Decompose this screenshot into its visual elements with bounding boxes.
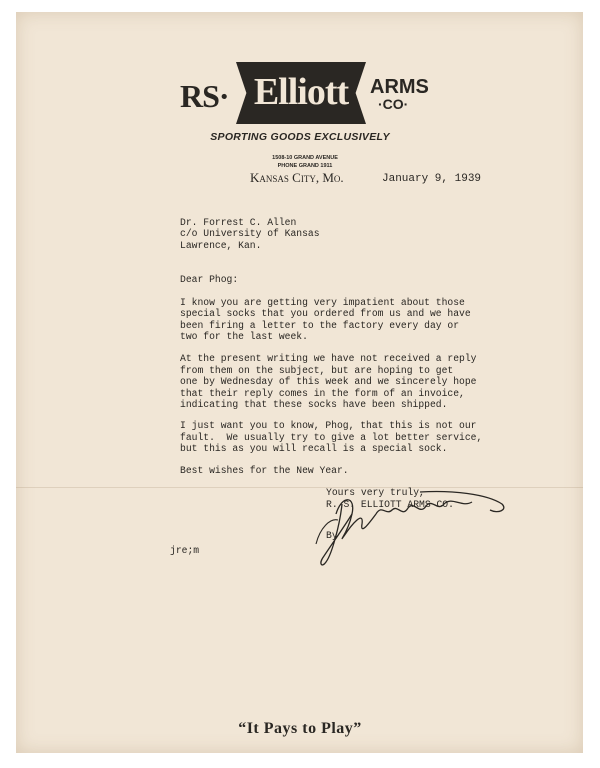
body-line: from them on the subject, but are hoping to get: [180, 365, 454, 376]
body-line: fault. We usually try to give a lot better service,: [180, 432, 483, 443]
body-line: special socks that you ordered from us and we have: [180, 308, 471, 319]
letterhead-city: Kansas City, Mo.: [250, 170, 344, 185]
footer-slogan: “It Pays to Play”: [238, 720, 362, 737]
recipient-line-2: c/o University of Kansas: [180, 228, 320, 239]
letterhead-tagline: SPORTING GOODS EXCLUSIVELY: [210, 131, 390, 143]
letterhead-address: 1508-10 GRAND AVENUE: [272, 155, 338, 161]
body-line: I just want you to know, Phog, that this is not our: [180, 420, 477, 431]
logo-elliott-text: Elliott: [253, 71, 349, 113]
body-line: I know you are getting very impatient about those: [180, 297, 465, 308]
body-line: but this as you will recall is a special sock.: [180, 443, 448, 454]
letterhead-phone: PHONE GRAND 1911: [277, 163, 333, 169]
logo-arms-text: ARMS: [370, 76, 429, 98]
body-line: that their reply comes in the form of an invoice,: [180, 388, 465, 399]
salutation: Dear Phog:: [180, 274, 239, 285]
body-line: Best wishes for the New Year.: [180, 465, 349, 476]
logo-co-text: ·CO·: [378, 96, 409, 112]
closing-company: R. S. ELLIOTT ARMS CO.: [326, 499, 454, 510]
body-line: one by Wednesday of this week and we sincerely hope: [180, 376, 477, 387]
body-line: At the present writing we have not received a reply: [180, 353, 477, 364]
handwritten-signature: [312, 484, 512, 574]
logo-rs-text: RS·: [180, 78, 229, 114]
company-logo: [180, 62, 432, 132]
body-line: been firing a letter to the factory every day or: [180, 320, 460, 331]
typist-initials: jre;m: [170, 545, 200, 556]
closing-by: By: [326, 530, 338, 541]
closing-line: Yours very truly,: [326, 487, 425, 498]
letter-date: January 9, 1939: [382, 173, 482, 185]
recipient-line-1: Dr. Forrest C. Allen: [180, 217, 297, 228]
recipient-line-3: Lawrence, Kan.: [180, 240, 262, 251]
body-line: indicating that these socks have been shipped.: [180, 399, 448, 410]
body-line: two for the last week.: [180, 331, 308, 342]
